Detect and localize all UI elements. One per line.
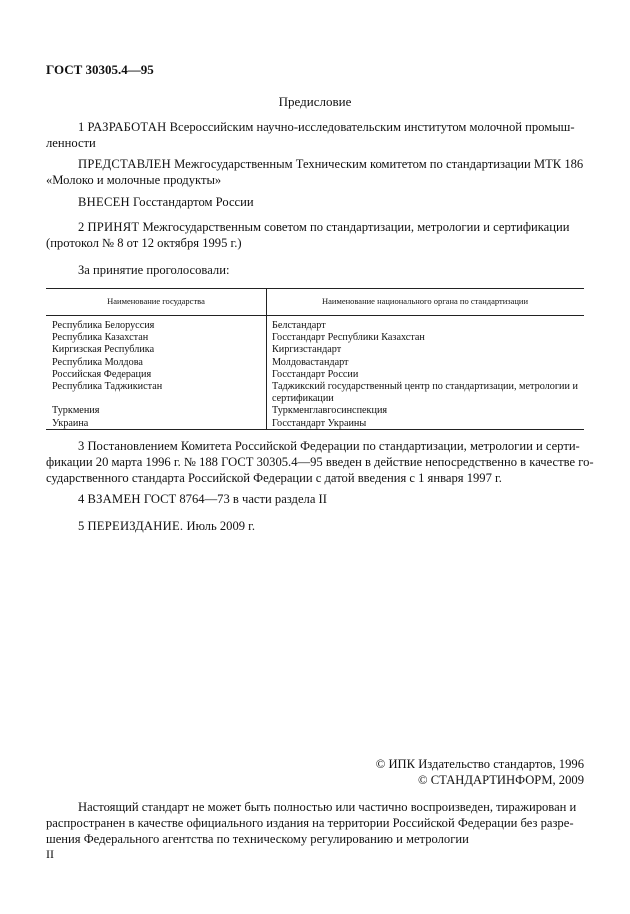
- table-header-organization: Наименование национального органа по стандартизации: [321, 296, 529, 306]
- table-cell-state: Туркмения: [52, 405, 100, 417]
- presented-text-line1: Межгосударственным Техническим комитетом по стандартизации МТК 186: [174, 157, 584, 171]
- table-cell-state: Киргизская Республика: [52, 344, 155, 356]
- reproduction-notice: [46, 799, 584, 847]
- table-cell-state: Республика Казахстан: [52, 332, 149, 344]
- table-cell-state: Украина: [52, 417, 89, 429]
- item-4-number: 4: [78, 492, 85, 506]
- table-cell-organization: Туркменглавгосинспекция: [272, 405, 388, 417]
- item-5-number: 5: [78, 519, 85, 533]
- table-column-states: [52, 320, 262, 430]
- copyright-line-2: © СТАНДАРТИНФОРМ, 2009: [418, 773, 584, 787]
- introduced-paragraph: [46, 194, 584, 210]
- presented-paragraph: [46, 156, 584, 188]
- table-cell-organization: Молдовастандарт: [272, 356, 349, 368]
- item-5-label: ПЕРЕИЗДАНИЕ.: [87, 519, 184, 533]
- item-4-paragraph: [46, 491, 584, 507]
- table-cell-organization: Белстандарт: [272, 320, 326, 331]
- table-cell-organization: Госстандарт Республики Казахстан: [272, 332, 425, 344]
- table-cell-organization: Госстандарт России: [272, 368, 359, 380]
- table-cell-state: Республика Таджикистан: [52, 380, 163, 392]
- foreword-title: Предисловие: [278, 94, 352, 109]
- item-5-text: Июль 2009 г.: [186, 519, 256, 533]
- notice-line-2: распространен в качестве официального издания на территории Российской Федерации без разре-: [46, 816, 574, 830]
- table-cell-state: Республика Белоруссия: [52, 320, 155, 331]
- notice-line-1: Настоящий стандарт не может быть полностью или частично воспроизведен, тиражирован и: [78, 800, 577, 814]
- item-3-text-line2: фикации 20 марта 1996 г. № 188 ГОСТ 30305.4—95 введен в действие непосредственно в качестве го-: [46, 455, 594, 469]
- introduced-text: Госстандартом России: [133, 195, 254, 209]
- presented-text-line2: «Молоко и молочные продукты»: [46, 173, 222, 187]
- table-header-divider: [46, 315, 584, 316]
- table-column-divider: [266, 289, 267, 429]
- item-1-paragraph: [46, 119, 584, 151]
- item-1-text-line1: Всероссийским научно-исследовательским институтом молочной промыш-: [169, 120, 575, 134]
- item-3-paragraph: [46, 438, 594, 486]
- item-2-number: 2: [78, 220, 85, 234]
- copyright-block: [284, 756, 584, 788]
- item-1-number: 1: [78, 120, 85, 134]
- item-4-text: ГОСТ 8764—73 в части раздела II: [143, 492, 327, 506]
- notice-line-3: шения Федерального агентства по техническому регулированию и метрологии: [46, 832, 469, 846]
- voted-paragraph: [46, 262, 584, 278]
- table-cell-organization: Госстандарт Украины: [272, 417, 367, 429]
- item-2-text-line1: Межгосударственным советом по стандартизации, метрологии и сертификации: [142, 220, 570, 234]
- table-header-state: Наименование государства: [107, 296, 205, 306]
- introduced-label: ВНЕСЕН: [78, 195, 130, 209]
- item-2-label: ПРИНЯТ: [87, 220, 140, 234]
- member-states-table: [46, 288, 584, 430]
- table-cell-state: Республика Молдова: [52, 356, 143, 368]
- item-4-label: ВЗАМЕН: [87, 492, 141, 506]
- voted-text: За принятие проголосовали:: [78, 263, 230, 277]
- item-1-text-line2: ленности: [46, 136, 96, 150]
- table-cell-organization: Таджикский государственный центр по стандартизации, метрологии и сертификации: [272, 380, 578, 405]
- item-2-paragraph: [46, 219, 584, 251]
- item-2-text-line2: (протокол № 8 от 12 октября 1995 г.): [46, 236, 242, 250]
- item-1-label: РАЗРАБОТАН: [87, 120, 167, 134]
- standard-code-header: ГОСТ 30305.4—95: [46, 62, 154, 77]
- table-cell-organization: Киргизстандарт: [272, 344, 342, 356]
- item-3-text-line1: 3 Постановлением Комитета Российской Федерации по стандартизации, метрологии и серти-: [78, 439, 580, 453]
- page-number: II: [46, 847, 54, 861]
- table-column-organizations: [272, 320, 578, 430]
- item-3-text-line3: сударственного стандарта Российской Федерации с датой введения с 1 января 1997 г.: [46, 471, 502, 485]
- table-cell-state: Российская Федерация: [52, 368, 152, 380]
- item-5-paragraph: [46, 518, 584, 534]
- presented-label: ПРЕДСТАВЛЕН: [78, 157, 171, 171]
- copyright-line-1: © ИПК Издательство стандартов, 1996: [375, 757, 584, 771]
